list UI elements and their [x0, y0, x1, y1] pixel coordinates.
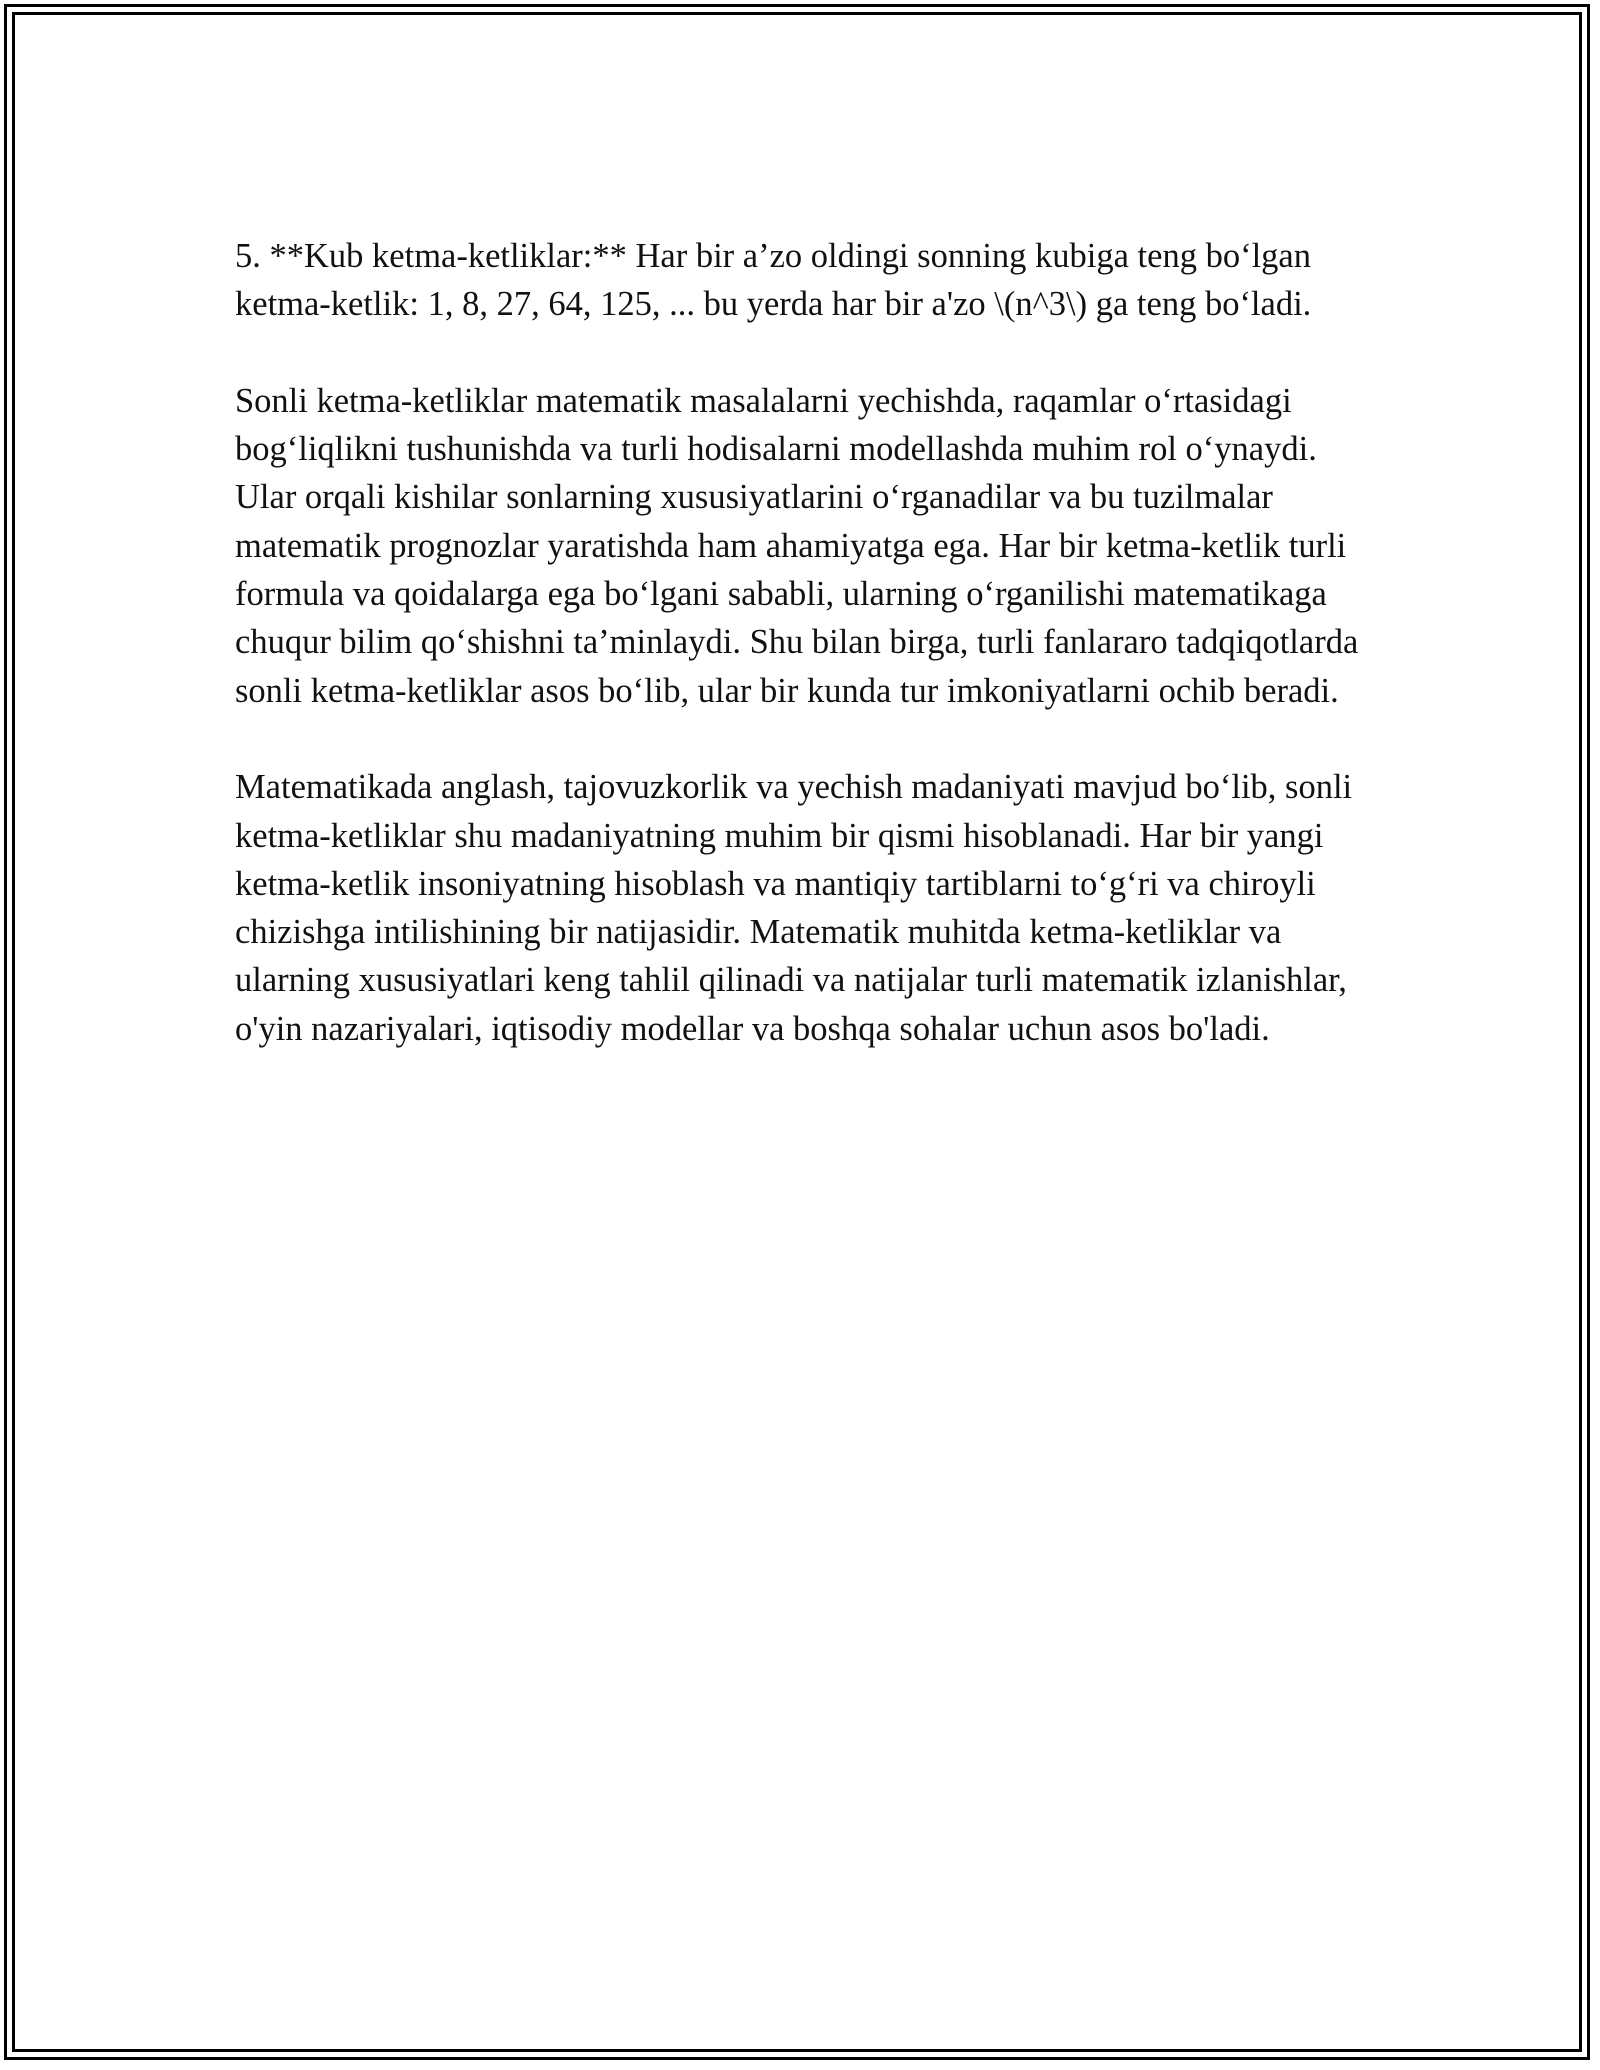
paragraph-numeric-sequences-role: Sonli ketma-ketliklar matematik masalalarni yechishda, raqamlar o‘rtasidagi bog‘liqlikni tushunishda va turli hodisalarni modellashda muhim rol o‘ynaydi. Ular orqali kishilar sonlarning xususiyatlarini o‘rganadilar va bu tuzilmalar matematik prognozlar yaratishda ham ahamiyatga ega. Har bir ketma-ketlik turli formula va qoidalarga ega bo‘lgani sababli, ularning o‘rganilishi matematikaga chuqur bilim qo‘shishni ta’minlaydi. Shu bilan birga, turli fanlararo tadqiqotlarda sonli ketma-ketliklar asos bo‘lib, ular bir kunda tur imkoniyatlarni ochib beradi. — [235, 381, 1359, 710]
document-body — [235, 232, 1365, 1101]
paragraph-mathematical-culture: Matematikada anglash, tajovuzkorlik va yechish madaniyati mavjud bo‘lib, sonli ketma-ketliklar shu madaniyatning muhim bir qismi hisoblanadi. Har bir yangi ketma-ketlik insoniyatning hisoblash va mantiqiy tartiblarni to‘g‘ri va chiroyli chizishga intilishining bir natijasidir. Matematik muhitda ketma-ketliklar va ularning xususiyatlari keng tahlil qilinadi va natijalar turli matematik izlanishlar, o'yin nazariyalari, iqtisodiy modellar va boshqa sohalar uchun asos bo'ladi. — [235, 768, 1353, 1048]
paragraph-cube-sequences: 5. **Kub ketma-ketliklar:** Har bir a’zo oldingi sonning kubiga teng bo‘lgan ketma-ketlik: 1, 8, 27, 64, 125, ... bu yerda har bir a'zo \(n^3\) ga teng bo‘ladi. — [235, 237, 1312, 324]
